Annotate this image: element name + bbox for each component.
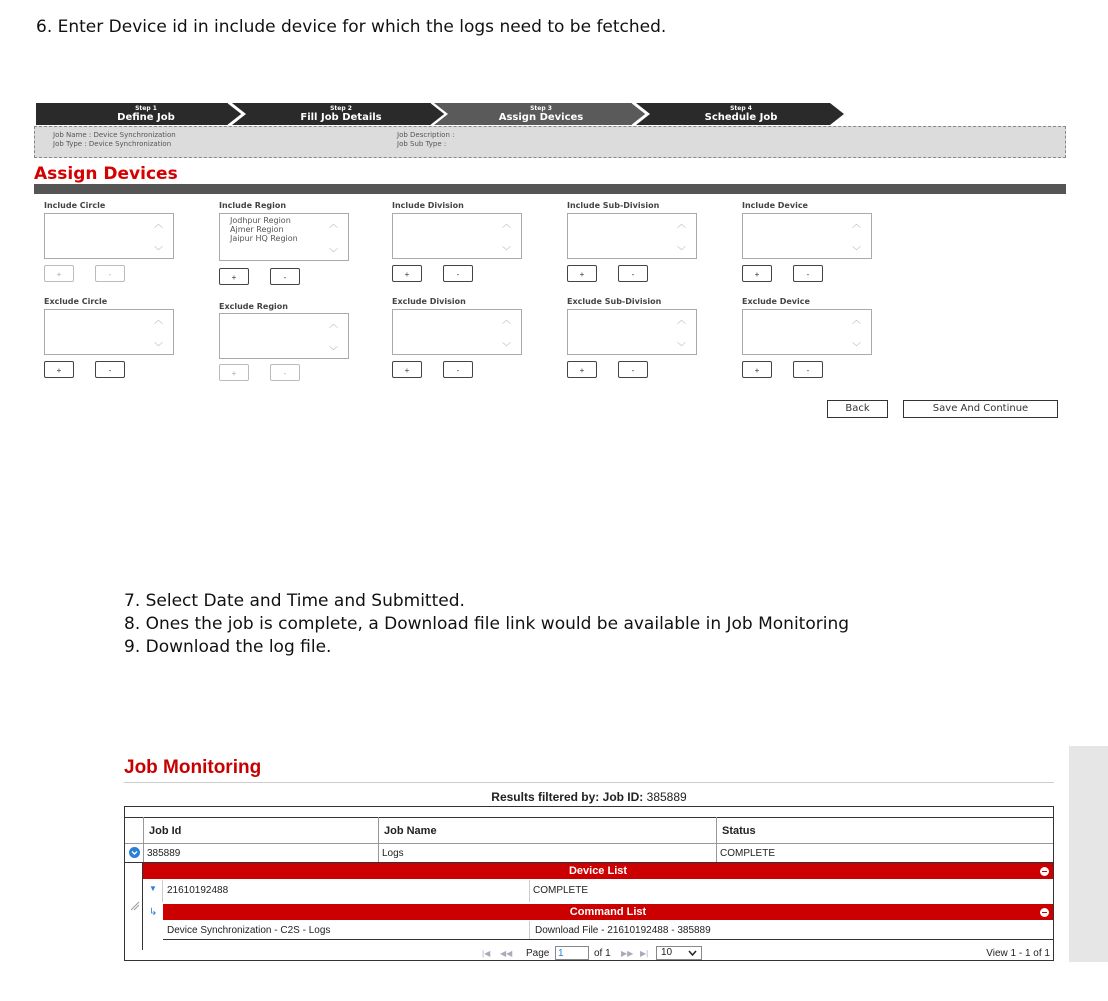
scroll-up-icon[interactable]: ︿	[501, 315, 511, 325]
prev-page-icon[interactable]: ◀◀	[500, 949, 513, 958]
job-name: Job Name : Device Synchronization	[53, 131, 176, 139]
view-range: View 1 - 1 of 1	[986, 948, 1050, 959]
row-job-name: Logs	[382, 848, 404, 859]
grid-line	[529, 880, 530, 902]
exclude-sub-division-add-button[interactable]: +	[567, 361, 597, 378]
job-sub-type: Job Sub Type :	[397, 140, 447, 148]
section-divider	[34, 184, 1066, 194]
grid-line	[125, 817, 1053, 818]
include-circle-add-button[interactable]: +	[44, 265, 74, 282]
region-option[interactable]: Jaipur HQ Region	[230, 234, 298, 243]
job-info-panel	[34, 126, 1066, 158]
wizard-step-3[interactable]: Step 3 Assign Devices	[498, 105, 584, 123]
instruction-step-7: 7. Select Date and Time and Submitted.	[124, 591, 465, 611]
include-device-list[interactable]	[742, 213, 872, 259]
include-circle-label: Include Circle	[44, 201, 106, 210]
back-button[interactable]: Back	[827, 400, 888, 418]
save-and-continue-button[interactable]: Save And Continue	[903, 400, 1058, 418]
include-division-remove-button[interactable]: -	[443, 265, 473, 282]
wizard-steps	[36, 103, 844, 125]
scroll-down-icon[interactable]: ﹀	[501, 342, 511, 352]
scroll-up-icon[interactable]: ︿	[851, 315, 861, 325]
pager	[124, 946, 1054, 962]
include-region-add-button[interactable]: +	[219, 268, 249, 285]
scroll-up-icon[interactable]: ︿	[153, 219, 163, 229]
page-number-input[interactable]	[555, 946, 589, 960]
download-file-link[interactable]: Download File - 21610192488 - 385889	[535, 925, 711, 936]
row-job-id[interactable]: 385889	[147, 848, 181, 859]
wizard-step-2[interactable]: Step 2 Fill Job Details	[300, 105, 382, 123]
title-divider	[124, 782, 1054, 783]
scroll-down-icon[interactable]: ﹀	[851, 246, 861, 256]
include-device-label: Include Device	[742, 201, 808, 210]
exclude-region-label: Exclude Region	[219, 302, 288, 311]
subgrid-gutter	[131, 863, 143, 950]
scroll-down-icon[interactable]: ﹀	[328, 346, 338, 356]
exclude-region-list[interactable]	[219, 313, 349, 359]
scroll-up-icon[interactable]: ︿	[676, 219, 686, 229]
scroll-down-icon[interactable]: ﹀	[153, 246, 163, 256]
grid-line	[162, 880, 163, 902]
device-list-title: Device List	[568, 865, 628, 877]
include-device-add-button[interactable]: +	[742, 265, 772, 282]
exclude-division-label: Exclude Division	[392, 297, 466, 306]
instruction-step-8: 8. Ones the job is complete, a Download file link would be available in Job Monitoring	[124, 614, 850, 634]
exclude-sub-division-remove-button[interactable]: -	[618, 361, 648, 378]
include-division-add-button[interactable]: +	[392, 265, 422, 282]
include-circle-list[interactable]	[44, 213, 174, 259]
exclude-division-remove-button[interactable]: -	[443, 361, 473, 378]
scroll-down-icon[interactable]: ﹀	[501, 246, 511, 256]
results-filter	[124, 790, 1054, 804]
include-division-list[interactable]	[392, 213, 522, 259]
grid-line	[163, 939, 1053, 940]
region-options[interactable]	[230, 216, 298, 243]
exclude-circle-list[interactable]	[44, 309, 174, 355]
grid-line	[143, 817, 144, 863]
exclude-region-add-button[interactable]: +	[219, 364, 249, 381]
exclude-circle-add-button[interactable]: +	[44, 361, 74, 378]
exclude-region-remove-button[interactable]: -	[270, 364, 300, 381]
scroll-down-icon[interactable]: ﹀	[676, 246, 686, 256]
exclude-device-remove-button[interactable]: -	[793, 361, 823, 378]
header-job-id[interactable]: Job Id	[149, 825, 182, 837]
scroll-up-icon[interactable]: ︿	[851, 219, 861, 229]
instruction-step-6: 6. Enter Device id in include device for which the logs need to be fetched.	[36, 17, 667, 37]
grid-line	[716, 817, 717, 863]
page-count: of 1	[594, 948, 611, 959]
grid-line	[125, 843, 1053, 844]
scroll-up-icon[interactable]: ︿	[153, 315, 163, 325]
include-sub-division-list[interactable]	[567, 213, 697, 259]
scroll-down-icon[interactable]: ﹀	[328, 248, 338, 258]
command-list-header	[163, 904, 1053, 920]
scroll-up-icon[interactable]: ︿	[328, 219, 338, 229]
job-monitoring-title: Job Monitoring	[124, 757, 262, 778]
wizard-step-1[interactable]: Step 1 Define Job	[117, 105, 175, 123]
scroll-down-icon[interactable]: ﹀	[676, 342, 686, 352]
include-device-remove-button[interactable]: -	[793, 265, 823, 282]
resize-handle-icon[interactable]	[130, 901, 140, 911]
include-region-label: Include Region	[219, 201, 287, 210]
exclude-circle-label: Exclude Circle	[44, 297, 108, 306]
exclude-device-add-button[interactable]: +	[742, 361, 772, 378]
region-option[interactable]: Jodhpur Region	[230, 216, 291, 225]
collapse-row-icon[interactable]	[129, 847, 140, 858]
last-page-icon[interactable]: ▶|	[640, 949, 649, 958]
job-type: Job Type : Device Synchronization	[53, 140, 172, 148]
exclude-division-add-button[interactable]: +	[392, 361, 422, 378]
collapse-command-list-icon[interactable]	[1040, 908, 1049, 917]
filter-label: Results filtered by: Job ID:	[491, 790, 644, 804]
scroll-up-icon[interactable]: ︿	[676, 315, 686, 325]
scroll-up-icon[interactable]: ︿	[501, 219, 511, 229]
include-sub-division-label: Include Sub-Division	[567, 201, 660, 210]
filter-value: 385889	[646, 790, 687, 804]
include-region-remove-button[interactable]: -	[270, 268, 300, 285]
page-label: Page	[526, 948, 550, 959]
grid-line	[529, 921, 530, 939]
expand-device-icon[interactable]: ▼	[149, 884, 157, 893]
include-circle-remove-button[interactable]: -	[95, 265, 125, 282]
page-size-value: 10	[661, 947, 673, 958]
include-sub-division-remove-button[interactable]: -	[618, 265, 648, 282]
command-list-title: Command List	[569, 906, 647, 918]
first-page-icon[interactable]: |◀	[482, 949, 491, 958]
device-status: COMPLETE	[533, 885, 589, 896]
assign-devices-title: Assign Devices	[34, 164, 178, 184]
instruction-step-9: 9. Download the log file.	[124, 637, 332, 657]
next-page-icon[interactable]: ▶▶	[621, 949, 634, 958]
collapse-device-list-icon[interactable]	[1040, 867, 1049, 876]
grid-line	[378, 817, 379, 863]
job-description: Job Description :	[397, 131, 455, 139]
include-sub-division-add-button[interactable]: +	[567, 265, 597, 282]
scroll-up-icon[interactable]: ︿	[328, 319, 338, 329]
sub-level-arrow-icon: ↳	[149, 907, 158, 918]
row-status: COMPLETE	[720, 848, 776, 859]
exclude-division-list[interactable]	[392, 309, 522, 355]
exclude-device-label: Exclude Device	[742, 297, 810, 306]
exclude-circle-remove-button[interactable]: -	[95, 361, 125, 378]
device-list-header	[143, 863, 1053, 879]
header-job-name[interactable]: Job Name	[384, 825, 437, 837]
include-division-label: Include Division	[392, 201, 464, 210]
region-option[interactable]: Ajmer Region	[230, 225, 284, 234]
side-scroll-area	[1069, 746, 1108, 962]
scroll-down-icon[interactable]: ﹀	[153, 342, 163, 352]
wizard-step-4[interactable]: Step 4 Schedule Job	[704, 105, 778, 123]
exclude-sub-division-list[interactable]	[567, 309, 697, 355]
command-name: Device Synchronization - C2S - Logs	[167, 925, 331, 936]
exclude-device-list[interactable]	[742, 309, 872, 355]
job-grid	[124, 806, 1054, 961]
exclude-sub-division-label: Exclude Sub-Division	[567, 297, 662, 306]
chevron-down-icon	[688, 950, 697, 957]
scroll-down-icon[interactable]: ﹀	[851, 342, 861, 352]
header-status[interactable]: Status	[722, 825, 756, 837]
device-id[interactable]: 21610192488	[167, 885, 229, 896]
include-region-list[interactable]	[219, 213, 349, 261]
page-size-select[interactable]	[656, 946, 702, 960]
